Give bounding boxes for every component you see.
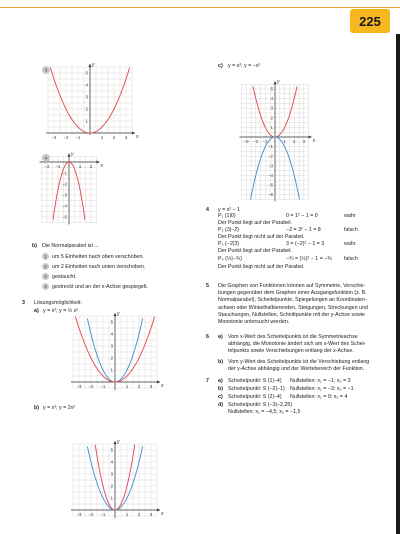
p3-calc: 3 = (−2)² − 1 = 3	[286, 241, 325, 247]
x-axis-arrow	[97, 161, 100, 164]
y-tick-label: 5	[110, 447, 113, 453]
task-7d-zeros: Nullstellen: x₁ = −4,5; x₂ = −1,5	[228, 409, 301, 415]
task-c-label: c)	[218, 63, 223, 69]
x-axis-label: x	[161, 383, 164, 389]
p3-note: Der Punkt liegt auf der Parabel.	[218, 248, 292, 254]
task-3a-label: a)	[34, 308, 39, 314]
task-b-item-4: 4 gestreckt und an der x-Achse gespiegelt.	[42, 283, 148, 291]
y-tick-label: 4	[110, 459, 113, 465]
task-3-heading: Lösungsmöglichkeit:	[34, 300, 82, 306]
x-axis-arrow	[309, 136, 312, 139]
p1-calc: 0 = 1² − 1 = 0	[286, 213, 318, 219]
task-b-item-1: 1 um 5 Einheiten nach oben verschoben.	[42, 253, 144, 261]
y-tick-label: −5	[268, 182, 273, 188]
p2-result: falsch	[344, 227, 358, 233]
x-axis-label: x	[312, 138, 316, 144]
y-tick-label: 3	[85, 94, 88, 100]
x-axis-label: x	[136, 134, 139, 140]
task-5-line: bungen gegenüber dem Graphen einer Ausgangsfunktion (z. B.	[218, 290, 367, 297]
task-7a-label: a)	[218, 378, 223, 384]
x-tick-label: 2	[293, 139, 296, 144]
x-tick-label: 3	[149, 384, 153, 389]
task-4-number: 4	[206, 207, 209, 213]
task-7-number: 7	[206, 378, 209, 384]
y-tick-label: 3	[110, 343, 113, 349]
p2-point: P₂ (3|−2)	[218, 227, 239, 233]
x-tick-label: −2	[63, 135, 69, 140]
y-tick-label: −5	[62, 214, 67, 220]
task-6b-line: Vom y-Wert des Scheitelpunkts ist die Verschiebung entlang	[228, 359, 370, 365]
x-tick-label: 1	[125, 384, 129, 389]
x-tick-label: 2	[137, 384, 141, 389]
task-6-number: 6	[206, 334, 209, 340]
x-tick-label: −1	[55, 164, 61, 169]
x-tick-label: −3	[243, 139, 249, 144]
task-b-intro: Die Normalparabel ist ...	[42, 243, 99, 249]
task-b-label: b)	[32, 243, 37, 249]
x-tick-label: 2	[112, 135, 116, 140]
graph-a-parabolas	[70, 282, 164, 392]
x-tick-label: −1	[75, 135, 81, 140]
x-axis-arrow	[157, 381, 160, 384]
task-6a-line: Vom x-Wert des Scheitelpunkts ist die Symmetrieachse	[228, 334, 358, 340]
page-number: 225	[350, 9, 390, 33]
task-6a-line: abhängig, die Monotonie ändert sich am x-Wert des Schei-	[228, 341, 366, 348]
task-b-item-2: 2 um 2 Einheiten nach unten verschoben.	[42, 263, 145, 271]
task-6b-line: der y-Achse abhängig und der Wertebereich der Funktion.	[228, 366, 365, 373]
y-tick-label: 2	[110, 355, 113, 361]
x-tick-label: −2	[253, 139, 259, 144]
graph-2-parabola	[38, 152, 103, 232]
task-3a-equation: y = x²; y = ½ x²	[43, 308, 79, 314]
y-tick-label: 4	[270, 96, 273, 102]
x-tick-label: 1	[100, 135, 104, 140]
task-5-number: 5	[206, 283, 209, 289]
task-7c-label: c)	[218, 394, 223, 400]
task-7c-zeros: Nullstellen: x₁ = 0; x₂ = 4	[290, 394, 348, 400]
x-axis-arrow	[132, 132, 135, 135]
x-axis-label: x	[161, 511, 164, 517]
task-6b-label: b)	[218, 359, 223, 365]
task-7a-zeros: Nullstellen: x₁ = −1; x₂ = 3	[290, 378, 351, 384]
y-tick-label: 1	[85, 118, 88, 124]
task-7b-zeros: Nullstellen: x₁ = −3; x₂ = −1	[290, 386, 354, 392]
y-tick-label: −1	[62, 170, 67, 176]
y-tick-label: −4	[268, 172, 273, 178]
graph-badge-label: 4	[44, 155, 48, 161]
task-7d-label: d)	[218, 402, 223, 408]
p1-result: wahr	[344, 213, 356, 219]
task-7a-vertex: Scheitelpunkt: S (1|−4)	[228, 378, 282, 384]
task-3b-equation: y = x²; y = 2x²	[43, 405, 76, 411]
task-b-item-3: 3 gestaucht.	[42, 273, 76, 281]
graph-b-parabolas	[70, 410, 164, 522]
x-tick-label: −1	[100, 384, 106, 389]
y-tick-label: 4	[110, 331, 113, 337]
y-tick-label: 1	[110, 495, 113, 501]
p2-calc: −2 = 3² − 1 = 8	[286, 227, 321, 233]
y-tick-label: −6	[268, 192, 273, 198]
x-tick-label: −2	[88, 512, 94, 517]
x-tick-label: −3	[76, 384, 82, 389]
x-tick-label: −3	[51, 135, 57, 140]
p4-calc: −¾ = (½)² − 1 = −¾	[286, 256, 332, 262]
task-5-text	[218, 283, 368, 326]
p2-note: Der Punkt liegt nicht auf der Parabel.	[218, 234, 305, 240]
task-6a-label: a)	[218, 334, 223, 340]
task-5-line: Stauchungen, Nullstellen, Schnittpunkte mit der y-Achse sowie	[218, 311, 365, 318]
task-6b-text	[228, 359, 369, 373]
x-tick-label: 3	[302, 139, 305, 144]
y-tick-label: 2	[85, 106, 88, 112]
task-3-number: 3	[22, 300, 25, 306]
task-5-line: Die Graphen von Funktionen können auf Symmetrie, Verschie-	[218, 283, 366, 289]
y-tick-label: −2	[268, 153, 273, 159]
x-tick-label: 3	[149, 512, 153, 517]
p4-note: Der Punkt liegt nicht auf der Parabel.	[218, 264, 305, 270]
task-7b-label: b)	[218, 386, 223, 392]
y-axis-label: y	[277, 79, 280, 86]
y-axis-label: y	[71, 151, 74, 158]
p3-point: P₃ (−2|3)	[218, 241, 240, 247]
page-edge	[396, 34, 400, 534]
x-tick-label: −3	[76, 512, 82, 517]
y-tick-label: 3	[110, 471, 113, 477]
y-tick-label: 2	[270, 115, 273, 121]
x-tick-label: 1	[78, 164, 82, 169]
x-tick-label: 2	[137, 512, 141, 517]
p1-note: Der Punkt liegt auf der Parabel.	[218, 220, 292, 226]
task-7b-vertex: Scheitelpunkt: S (−2|−1)	[228, 386, 285, 392]
task-5-line: achsen oder Winkelhalbierenden, Steigungen, Streckungen und	[218, 304, 368, 311]
x-tick-label: 3	[124, 135, 128, 140]
y-tick-label: −2	[62, 181, 67, 187]
task-6a-line: telpunkts sowie Verschiebungen entlang der x-Achse.	[228, 348, 354, 355]
x-tick-label: 2	[89, 164, 93, 169]
y-tick-label: −3	[268, 163, 273, 169]
top-bar	[0, 7, 400, 35]
p3-result: wahr	[344, 241, 356, 247]
x-tick-label: −1	[100, 512, 106, 517]
task-4-table	[218, 213, 368, 273]
x-tick-label: −2	[88, 384, 94, 389]
task-5-line: Normalparabel), Scheitelpunkte, Spiegelungen an Koordinaten-	[218, 297, 367, 304]
p1-point: P₁ (1|0)	[218, 213, 236, 219]
graph-badge-label: 3	[44, 67, 48, 73]
y-tick-label: 5	[110, 319, 113, 325]
task-7d-vertex: Scheitelpunkt: S (−3|−2,25)	[228, 402, 293, 408]
y-axis-label: y	[117, 439, 120, 445]
y-tick-label: −3	[62, 192, 67, 198]
y-tick-label: 3	[270, 105, 273, 111]
y-tick-label: 1	[110, 367, 113, 373]
x-axis-arrow	[157, 509, 160, 512]
graph-c-parabolas	[228, 70, 323, 198]
y-tick-label: 5	[270, 86, 273, 92]
x-tick-label: −2	[44, 164, 50, 169]
graph-1-parabola	[38, 64, 148, 146]
y-axis-label: y	[117, 311, 120, 317]
task-4-equation: y = x² − 1	[218, 207, 241, 213]
task-7c-vertex: Scheitelpunkt: S (2|−4)	[228, 394, 282, 400]
x-tick-label: −1	[263, 139, 268, 144]
y-tick-label: 5	[85, 70, 88, 76]
y-tick-label: −4	[62, 203, 67, 209]
task-c-equation: y = x²; y = −x²	[228, 63, 261, 69]
x-tick-label: 1	[125, 512, 129, 517]
y-axis-label: y	[92, 62, 95, 68]
y-tick-label: −1	[268, 144, 273, 150]
y-tick-label: 2	[110, 483, 113, 489]
x-tick-label: 1	[283, 139, 286, 144]
p4-result: falsch	[344, 256, 358, 262]
task-3b-label: b)	[34, 405, 39, 411]
x-axis-label: x	[100, 163, 103, 169]
task-6a-text	[228, 334, 366, 356]
p4-point: P₄ (½|−¾)	[218, 256, 242, 262]
y-tick-label: 1	[270, 124, 273, 130]
task-5-line: Monotonie untersucht werden.	[218, 319, 290, 326]
y-tick-label: 4	[85, 82, 88, 88]
